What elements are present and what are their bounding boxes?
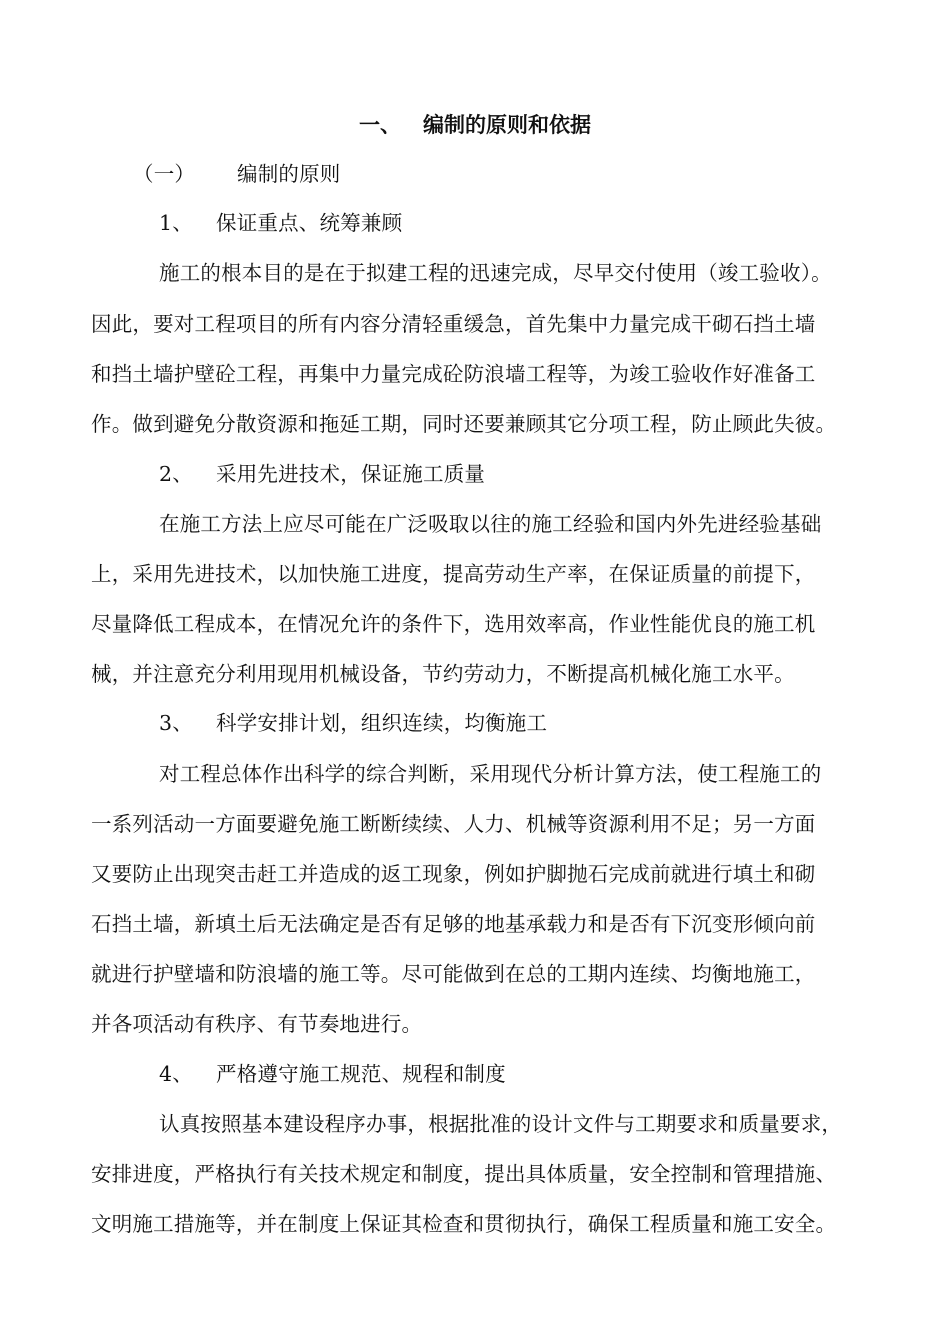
paragraph-line: 一系列活动一方面要避免施工断断续续、人力、机械等资源利用不足；另一方面	[91, 812, 816, 836]
paragraph-line: 并各项活动有秩序、有节奏地进行。	[91, 1012, 423, 1036]
section-text: 编制的原则	[237, 162, 341, 186]
paragraph-line: 就进行护壁墙和防浪墙的施工等。尽可能做到在总的工期内连续、均衡地施工，	[91, 962, 816, 986]
paragraph-line: 械，并注意充分利用现用机械设备，节约劳动力，不断提高机械化施工水平。	[91, 662, 795, 686]
item-title: 保证重点、统筹兼顾	[216, 211, 403, 235]
item-number: 4、	[159, 1062, 193, 1086]
paragraph-line: 石挡土墙，新填土后无法确定是否有足够的地基承载力和是否有下沉变形倾向前	[91, 912, 816, 936]
paragraph-line: 施工的根本目的是在于拟建工程的迅速完成，尽早交付使用（竣工验收）。	[159, 261, 832, 285]
item-heading-3	[159, 709, 547, 737]
paragraph-line: 安排进度，严格执行有关技术规定和制度，提出具体质量，安全控制和管理措施、	[91, 1162, 837, 1186]
page-title	[0, 110, 950, 140]
heading-number: 一、	[359, 112, 401, 137]
paragraph-line: 尽量降低工程成本，在情况允许的条件下，选用效率高，作业性能优良的施工机	[91, 612, 816, 636]
section-number: （一）	[133, 162, 196, 186]
paragraph-line: 作。做到避免分散资源和拖延工期，同时还要兼顾其它分项工程，防止顾此失彼。	[91, 412, 837, 436]
paragraph-line: 上，采用先进技术，以加快施工进度，提高劳动生产率，在保证质量的前提下，	[91, 562, 816, 586]
paragraph-line: 又要防止出现突击赶工并造成的返工现象，例如护脚抛石完成前就进行填土和砌	[91, 862, 816, 886]
section-heading	[133, 160, 341, 188]
item-heading-1	[159, 209, 402, 237]
item-number: 3、	[159, 711, 193, 735]
paragraph-line: 在施工方法上应尽可能在广泛吸取以往的施工经验和国内外先进经验基础	[159, 512, 822, 536]
paragraph-line: 和挡土墙护壁砼工程，再集中力量完成砼防浪墙工程等，为竣工验收作好准备工	[91, 362, 816, 386]
paragraph-line: 文明施工措施等，并在制度上保证其检查和贯彻执行，确保工程质量和施工安全。	[91, 1212, 837, 1236]
item-number: 1、	[159, 211, 193, 235]
paragraph-line: 对工程总体作出科学的综合判断，采用现代分析计算方法，使工程施工的	[159, 762, 822, 786]
item-heading-4	[159, 1060, 506, 1088]
item-number: 2、	[159, 462, 193, 486]
item-title: 科学安排计划，组织连续，均衡施工	[216, 711, 548, 735]
heading-text: 编制的原则和依据	[423, 112, 591, 137]
item-title: 采用先进技术，保证施工质量	[216, 462, 486, 486]
item-heading-2	[159, 460, 485, 488]
paragraph-line: 认真按照基本建设程序办事，根据批准的设计文件与工期要求和质量要求，	[159, 1112, 843, 1136]
paragraph-line: 因此，要对工程项目的所有内容分清轻重缓急，首先集中力量完成干砌石挡土墙	[91, 312, 816, 336]
item-title: 严格遵守施工规范、规程和制度	[216, 1062, 506, 1086]
